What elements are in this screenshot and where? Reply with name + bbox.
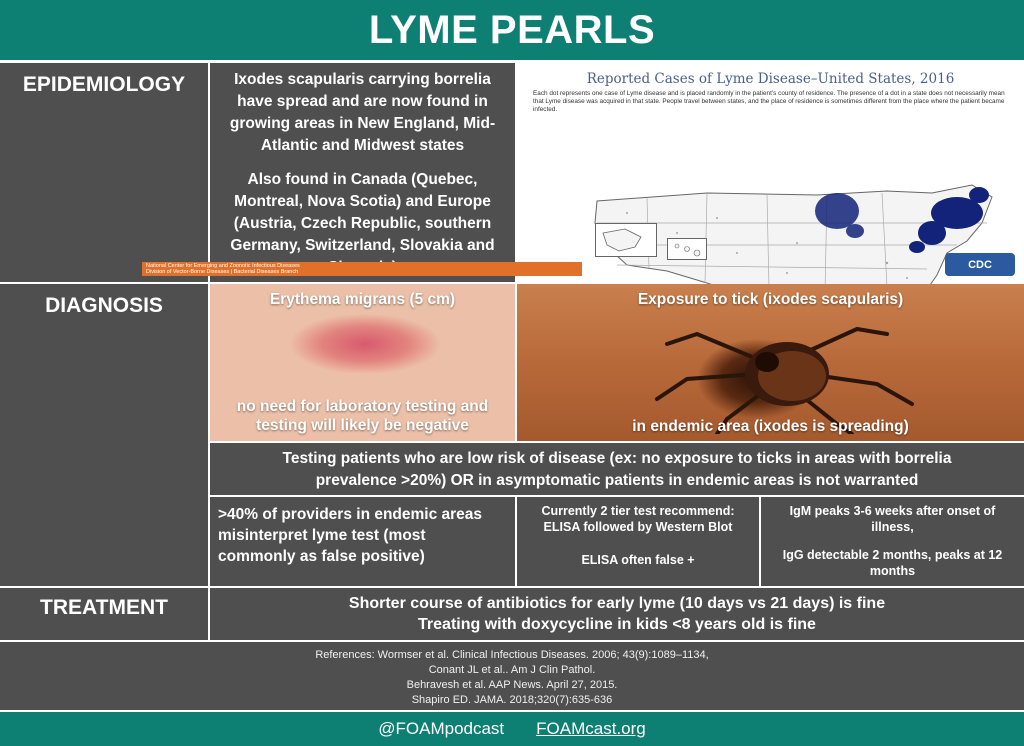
photo-2-caption: in endemic area (ixodes is spreading) — [632, 418, 909, 435]
page-title: LYME PEARLS — [0, 0, 1024, 60]
diagnosis-cell-antibody — [761, 497, 1024, 586]
reference-4: Shapiro ED. JAMA. 2018;320(7):635-636 — [411, 694, 613, 706]
epidemiology-label: EPIDEMIOLOGY — [0, 63, 208, 282]
treatment-line-1: Shorter course of antibiotics for early lyme (10 days vs 21 days) is fine — [348, 595, 886, 612]
antibody-line-1: IgM peaks 3-6 weeks after onset of illness, — [789, 504, 996, 534]
footer — [0, 712, 1024, 746]
epidemiology-text — [210, 63, 515, 282]
epidemiology-paragraph-1: Ixodes scapularis carrying borrelia have spread and are now found in growing areas in New England, Mid-Atlantic and Midwest states — [229, 71, 496, 154]
photo-1-caption: no need for laboratory testing and testing will likely be negative — [236, 398, 489, 434]
map-source-footer — [142, 262, 582, 276]
reference-3: Behravesh et al. AAP News. April 27, 2015. — [406, 679, 618, 691]
lyme-map-figure — [517, 63, 1024, 282]
map-footer-line-2: Division of Vector-Borne Diseases | Bacterial Diseases Branch — [146, 269, 299, 275]
podcast-handle: @FOAMpodcast — [378, 719, 505, 738]
reference-2: Conant JL et al.. Am J Clin Pathol. — [428, 664, 596, 676]
references — [0, 642, 1024, 710]
website-link[interactable]: FOAMcast.org — [536, 719, 646, 738]
treatment-label: TREATMENT — [0, 588, 208, 640]
erythema-migrans-photo — [210, 284, 515, 441]
photo-1-title: Erythema migrans (5 cm) — [269, 291, 456, 308]
diagnosis-label: DIAGNOSIS — [0, 284, 208, 586]
cdc-logo-text: CDC — [968, 258, 992, 271]
photo-2-title: Exposure to tick (ixodes scapularis) — [637, 291, 904, 308]
tick-graphic — [627, 304, 927, 434]
diagnosis-cell-misinterpretation: >40% of providers in endemic areas misinterpret lyme test (most commonly as false positive) — [210, 497, 515, 586]
epidemiology-paragraph-2: Also found in Canada (Quebec, Montreal, Nova Scotia) and Europe (Austria, Czech Republic, southern Germany, Switzerland, Slovakia and — [230, 171, 495, 254]
treatment-line-2: Treating with doxycycline in kids <8 years old is fine — [418, 616, 816, 633]
map-title: Reported Cases of Lyme Disease–United States, 2016 — [586, 71, 955, 87]
cdc-logo — [945, 253, 1015, 276]
map-caption: Each dot represents one case of Lyme disease and is placed randomly in the patient’s county of residence. The presence of a dot in a state does not necessarily mean that Lyme disease was acquired in that state. People travel between states, and the place of residence is sometimes different from the place where the patient became infected. — [533, 90, 1005, 113]
alaska-inset — [595, 223, 657, 257]
tick-photo — [517, 284, 1024, 441]
two-tier-line-2: ELISA often false + — [581, 553, 695, 567]
treatment-text — [210, 588, 1024, 640]
diagnosis-cell-two-tier — [517, 497, 759, 586]
reference-1: References: Wormser et al. Clinical Infectious Diseases. 2006; 43(9):1089–1134, — [315, 649, 709, 661]
two-tier-line-1: Currently 2 tier test recommend: ELISA followed by Western Blot — [541, 504, 735, 534]
testing-note: Testing patients who are low risk of disease (ex: no exposure to ticks in areas with borrelia prevalence >20%) OR in asymptomatic patients in endemic areas is not warranted — [210, 443, 1024, 495]
antibody-line-2: IgG detectable 2 months, peaks at 12 months — [782, 548, 1003, 578]
map-footer-line-1: National Center for Emerging and Zoonotic Infectious Diseases — [146, 263, 300, 269]
hawaii-inset — [667, 238, 707, 260]
